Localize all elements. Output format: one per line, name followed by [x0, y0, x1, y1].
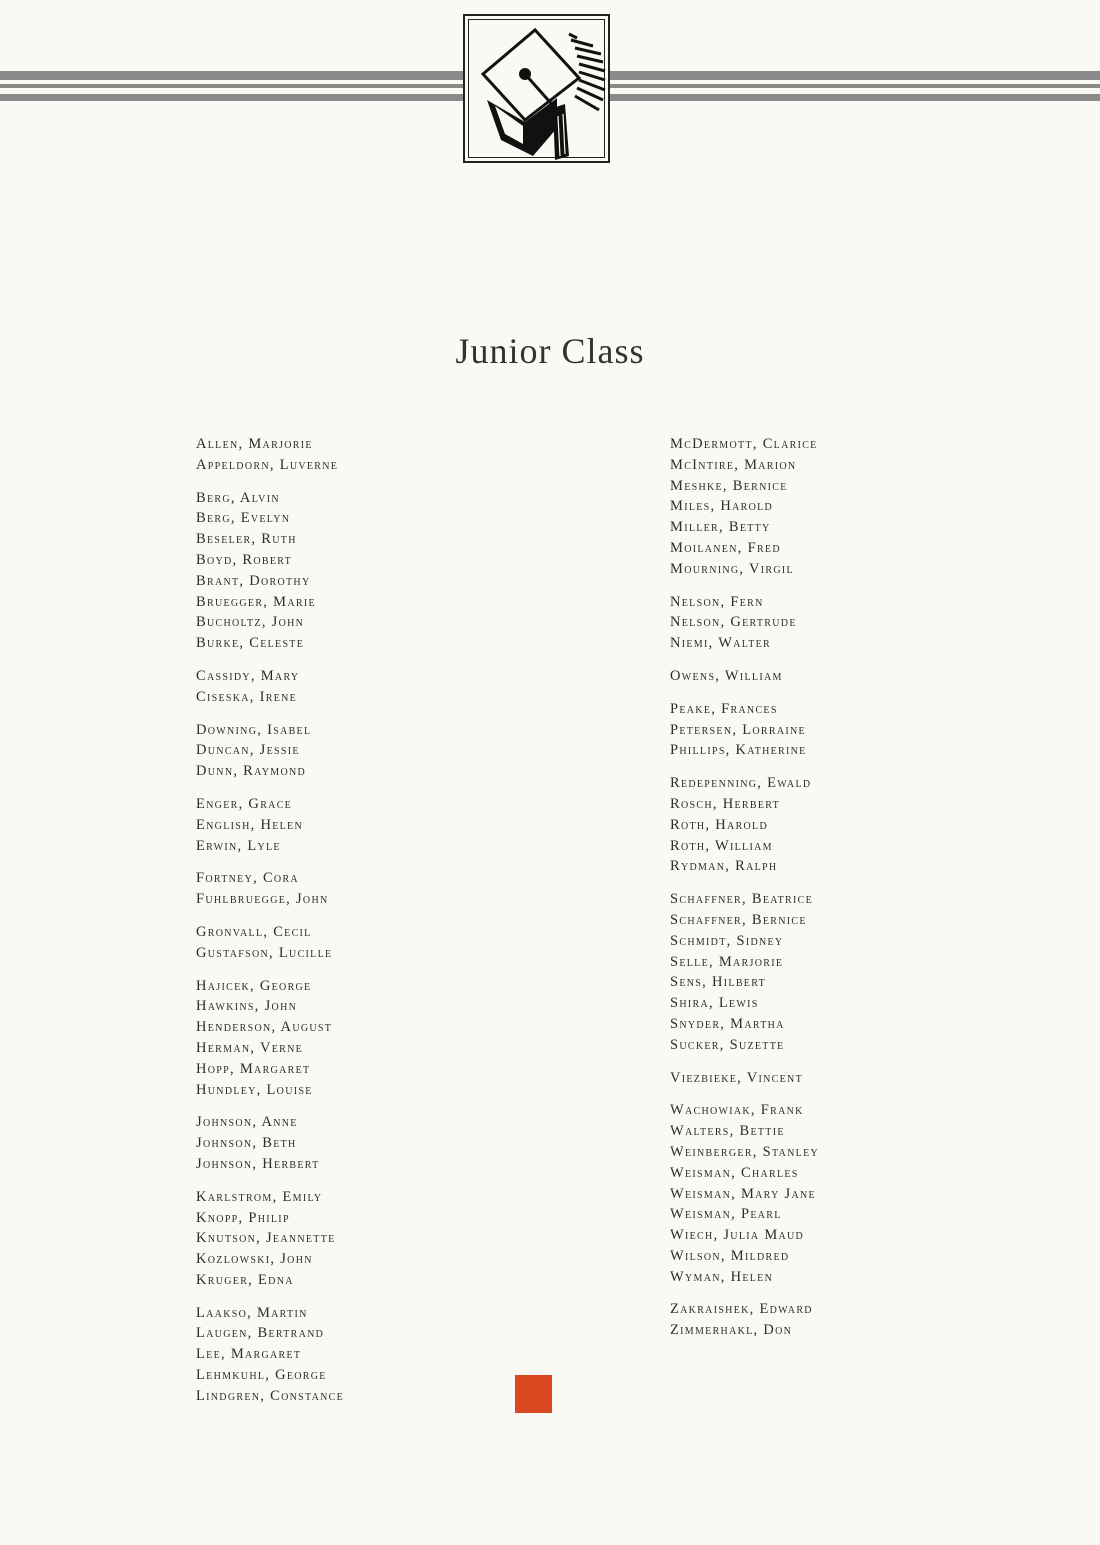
- student-name: Duncan, Jessie: [196, 742, 300, 759]
- student-name: Burke, Celeste: [196, 635, 305, 652]
- student-name: Sucker, Suzette: [670, 1036, 785, 1053]
- student-name: Kozlowski, John: [196, 1251, 313, 1268]
- student-name: Weisman, Charles: [670, 1164, 799, 1181]
- student-name: Herman, Verne: [196, 1039, 304, 1056]
- student-name: Owens, William: [670, 667, 783, 684]
- student-name: Johnson, Beth: [196, 1135, 297, 1152]
- student-name: McDermott, Clarice: [670, 436, 818, 452]
- student-name: Karlstrom, Emily: [196, 1188, 323, 1205]
- student-name: Wyman, Helen: [670, 1268, 774, 1285]
- student-name: Bruegger, Marie: [196, 593, 316, 610]
- student-name: Walters, Bettie: [670, 1123, 785, 1140]
- student-name: Moilanen, Fred: [670, 539, 781, 556]
- page-marker-square: [515, 1375, 552, 1413]
- student-name: Wilson, Mildred: [670, 1247, 790, 1264]
- student-name: Meshke, Bernice: [670, 477, 788, 494]
- student-name: Roth, Harold: [670, 816, 768, 833]
- student-name: Knopp, Philip: [196, 1209, 290, 1226]
- student-name: McIntire, Marion: [670, 456, 797, 473]
- student-name: Zimmerhakl, Don: [670, 1322, 793, 1339]
- student-name: Henderson, August: [196, 1019, 333, 1036]
- student-name: Petersen, Lorraine: [670, 721, 806, 738]
- student-name: Erwin, Lyle: [196, 837, 281, 854]
- student-name: Nelson, Gertrude: [670, 614, 797, 631]
- name-group: [196, 1187, 344, 1291]
- student-name: Rydman, Ralph: [670, 858, 778, 875]
- student-name: Shira, Lewis: [670, 995, 759, 1012]
- student-name: Laakso, Martin: [196, 1304, 308, 1321]
- student-name: Snyder, Martha: [670, 1015, 785, 1032]
- student-name: Lee, Margaret: [196, 1346, 302, 1363]
- student-name: Weisman, Mary Jane: [670, 1185, 816, 1202]
- student-name: Weinberger, Stanley: [670, 1143, 819, 1160]
- student-name: Allen, Marjorie: [196, 436, 313, 452]
- student-name: Phillips, Katherine: [670, 742, 807, 759]
- name-group: [670, 699, 819, 761]
- student-name: Berg, Alvin: [196, 489, 280, 506]
- name-group: [196, 1112, 344, 1174]
- student-name: Redepenning, Ewald: [670, 775, 812, 792]
- student-name: Johnson, Herbert: [196, 1155, 320, 1172]
- page-title: Junior Class: [455, 331, 645, 371]
- student-name: Wiech, Julia Maud: [670, 1227, 805, 1244]
- student-name: Hawkins, John: [196, 998, 298, 1015]
- name-column-left: [196, 434, 344, 1419]
- name-group: [670, 773, 819, 877]
- student-name: Gustafson, Lucille: [196, 944, 333, 961]
- name-group: [670, 666, 819, 687]
- student-name: Johnson, Anne: [196, 1114, 298, 1131]
- name-group: [196, 720, 344, 782]
- graduation-cap-icon: [465, 16, 612, 165]
- student-name: Miles, Harold: [670, 498, 774, 515]
- student-name: Fortney, Cora: [196, 870, 299, 887]
- student-name: Appeldorn, Luverne: [196, 456, 339, 473]
- student-name: Schaffner, Beatrice: [670, 891, 814, 908]
- name-group: [196, 488, 344, 654]
- name-group: [670, 434, 819, 580]
- student-name: Boyd, Robert: [196, 551, 293, 568]
- student-name: Peake, Frances: [670, 700, 778, 717]
- student-name: Dunn, Raymond: [196, 763, 307, 780]
- student-name: English, Helen: [196, 816, 303, 833]
- student-name: Bucholtz, John: [196, 614, 305, 631]
- student-name: Sens, Hilbert: [670, 974, 766, 991]
- student-name: Weisman, Pearl: [670, 1206, 782, 1223]
- student-name: Hopp, Margaret: [196, 1060, 311, 1077]
- name-group: [196, 666, 344, 708]
- name-group: [196, 794, 344, 856]
- student-name: Schmidt, Sidney: [670, 932, 784, 949]
- name-group: [196, 976, 344, 1101]
- student-name: Lindgren, Constance: [196, 1387, 345, 1404]
- name-group: [196, 1303, 344, 1407]
- name-group: [670, 592, 819, 654]
- student-name: Mourning, Virgil: [670, 560, 794, 577]
- student-name: Rosch, Herbert: [670, 795, 781, 812]
- student-name: Nelson, Fern: [670, 593, 764, 610]
- name-group: [196, 922, 344, 964]
- student-name: Schaffner, Bernice: [670, 911, 807, 928]
- student-name: Berg, Evelyn: [196, 510, 291, 527]
- student-name: Ciseska, Irene: [196, 688, 298, 705]
- student-name: Zakraishek, Edward: [670, 1301, 813, 1318]
- name-group: [670, 1068, 819, 1089]
- student-name: Brant, Dorothy: [196, 572, 311, 589]
- graduation-cap-emblem: [463, 14, 610, 163]
- student-name: Hajicek, George: [196, 977, 312, 994]
- student-name: Cassidy, Mary: [196, 667, 300, 684]
- student-name: Selle, Marjorie: [670, 953, 784, 970]
- name-column-right: [670, 434, 819, 1353]
- name-group: [670, 1100, 819, 1287]
- student-name: Miller, Betty: [670, 519, 771, 536]
- student-name: Kruger, Edna: [196, 1271, 294, 1288]
- student-name: Laugen, Bertrand: [196, 1325, 325, 1342]
- name-group: [196, 434, 344, 476]
- student-name: Fuhlbruegge, John: [196, 891, 329, 908]
- student-name: Roth, William: [670, 837, 773, 854]
- student-name: Niemi, Walter: [670, 635, 772, 652]
- student-name: Knutson, Jeannette: [196, 1230, 336, 1247]
- student-name: Viezbieke, Vincent: [670, 1069, 803, 1086]
- student-name: Beseler, Ruth: [196, 531, 297, 548]
- student-name: Gronvall, Cecil: [196, 923, 312, 940]
- student-name: Downing, Isabel: [196, 721, 312, 738]
- name-group: [670, 889, 819, 1055]
- student-name: Lehmkuhl, George: [196, 1367, 327, 1384]
- name-group: [670, 1299, 819, 1341]
- student-name: Wachowiak, Frank: [670, 1102, 804, 1119]
- student-name: Hundley, Louise: [196, 1081, 313, 1098]
- student-name: Enger, Grace: [196, 795, 293, 812]
- name-group: [196, 868, 344, 910]
